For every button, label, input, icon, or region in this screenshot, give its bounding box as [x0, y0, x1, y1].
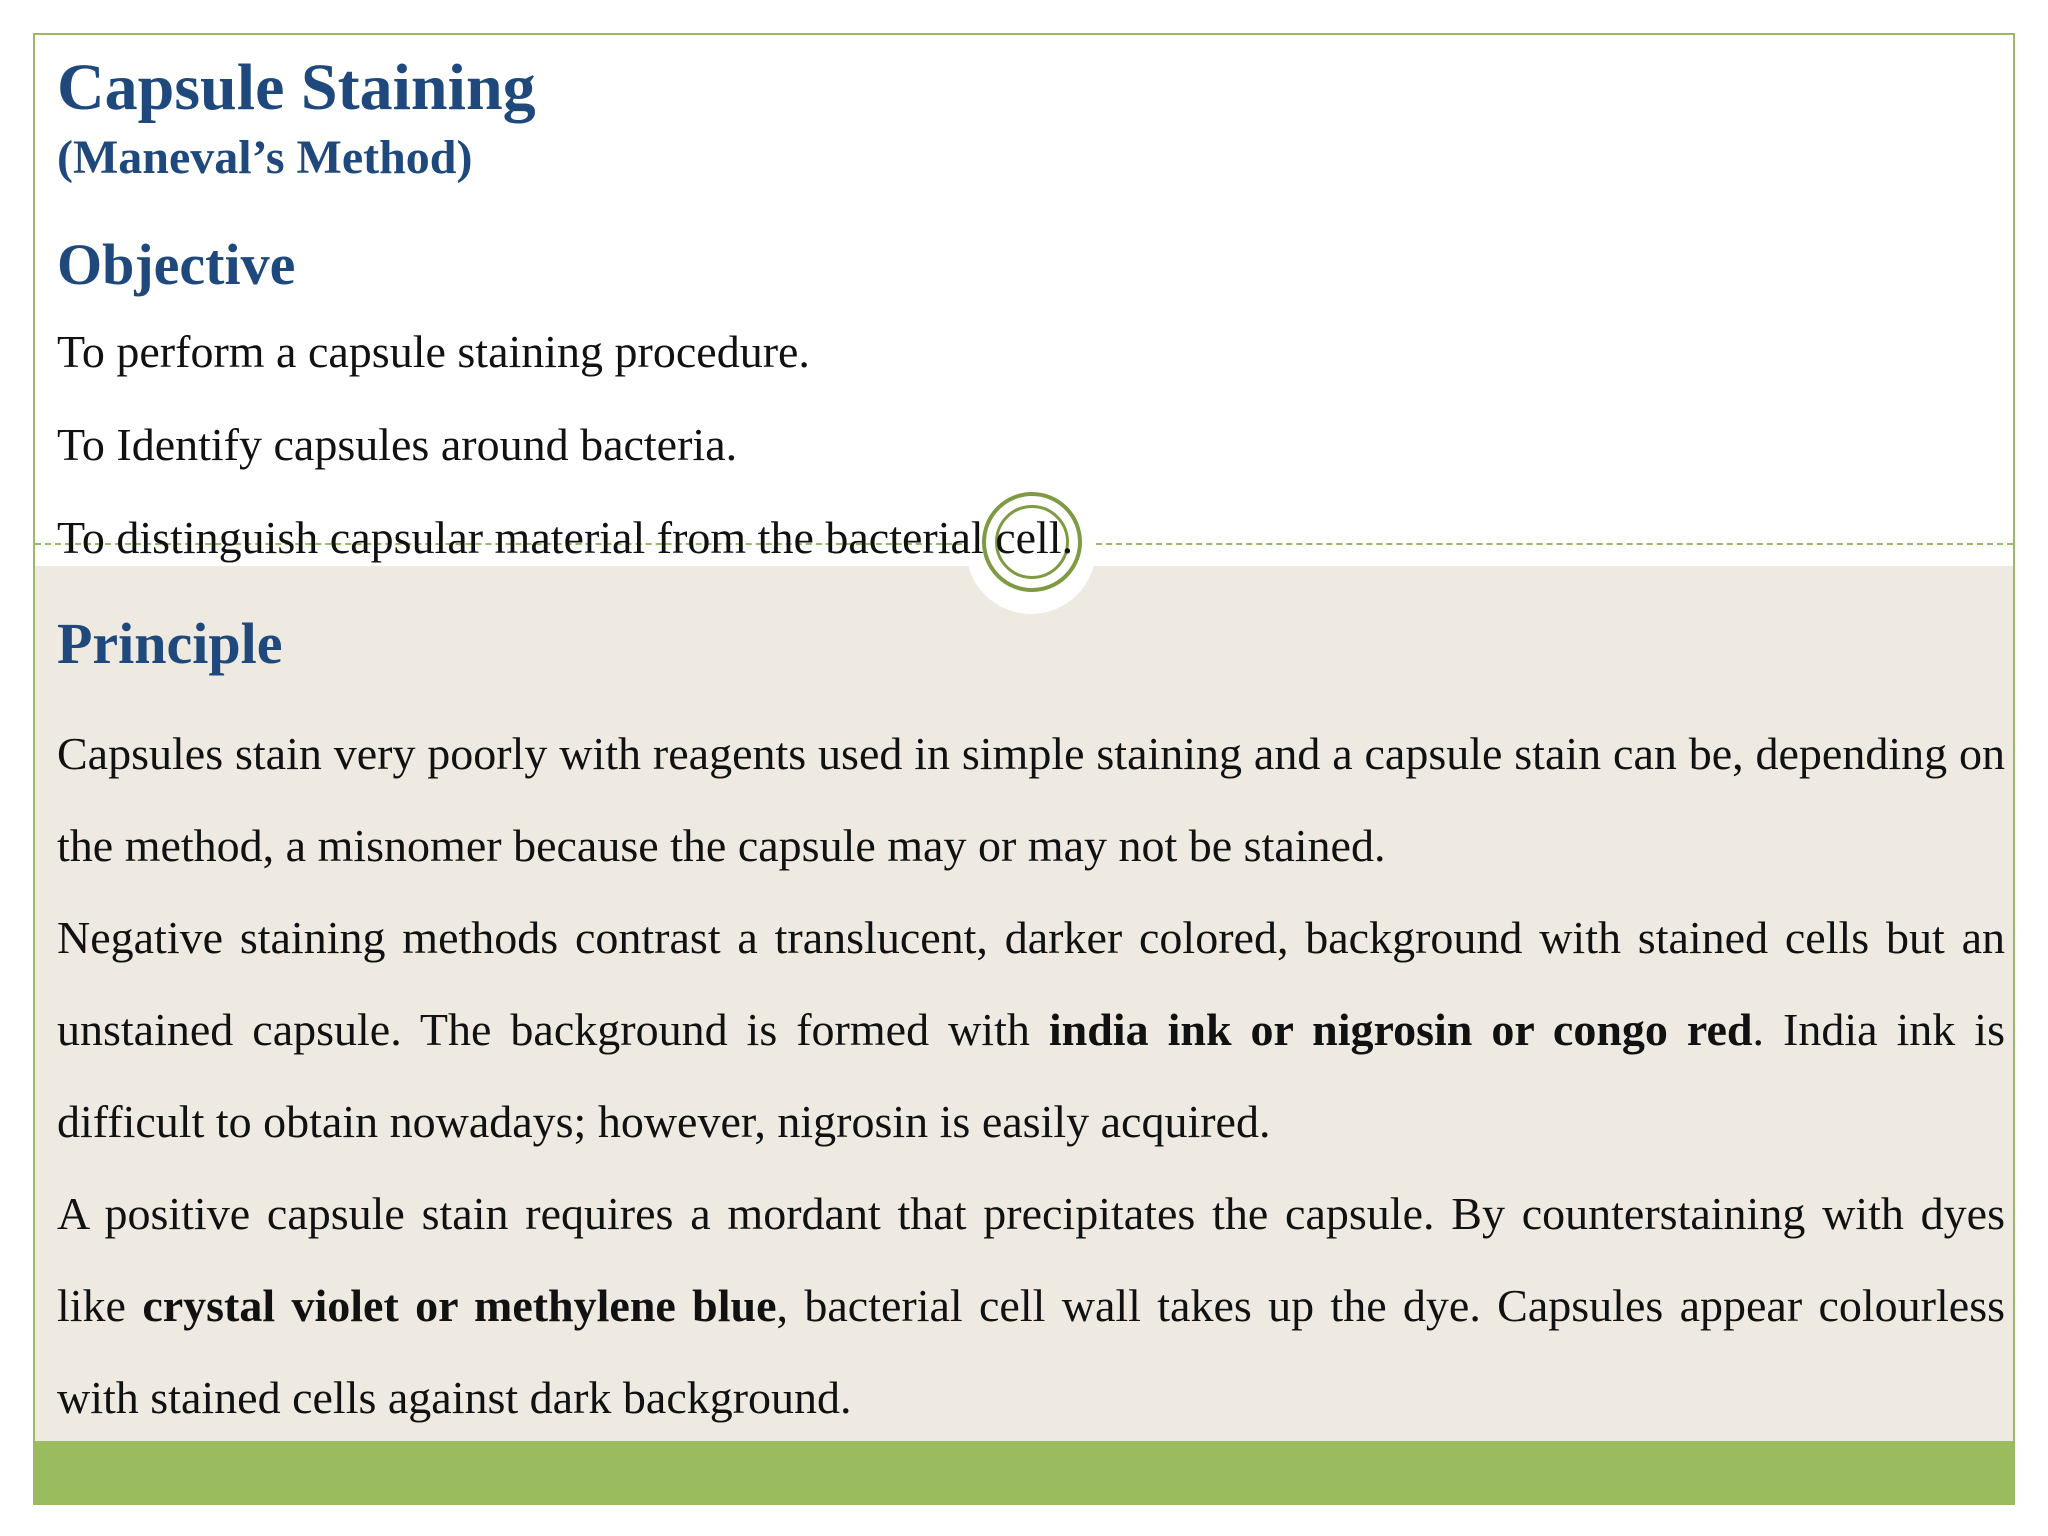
bold-dyes: crystal violet or methylene blue [142, 1280, 777, 1331]
principle-heading: Principle [57, 611, 283, 676]
paragraph-text: . India ink is difficult to obtain nowadays; however, nigrosin is easily acquired. [57, 1004, 2005, 1147]
principle-body [57, 708, 2005, 1444]
slide-frame [33, 33, 2015, 1505]
footer-band [35, 1441, 2013, 1505]
paragraph-text: , bacterial cell wall takes up the dye. Capsules appear colourless with stained cells against dark background. [57, 1280, 2006, 1423]
objective-line: To perform a capsule staining procedure. [57, 326, 810, 377]
principle-paragraph-1: Capsules stain very poorly with reagents used in simple staining and a capsule stain can be, depending on the method, a misnomer because the capsule may or may not be stained. [57, 728, 2005, 871]
objective-line: To Identify capsules around bacteria. [57, 419, 738, 470]
objective-line: To distinguish capsular material from the bacterial cell. [57, 512, 1074, 563]
principle-paragraph-2 [57, 892, 2005, 1168]
slide-subtitle: (Maneval’s Method) [57, 131, 473, 184]
bold-reagents: india ink or nigrosin or congo red [1048, 1004, 1753, 1055]
paragraph-text: Negative staining methods contrast a translucent, darker colored, background with stained cells but an unstained capsule. The background is formed with [57, 912, 2005, 1055]
objective-heading: Objective [57, 232, 296, 297]
paragraph-text: A positive capsule stain requires a mordant that precipitates the capsule. By counterstaining with dyes like [57, 1188, 2005, 1331]
principle-paragraph-3 [57, 1168, 2005, 1444]
slide-title: Capsule Staining [57, 51, 536, 124]
